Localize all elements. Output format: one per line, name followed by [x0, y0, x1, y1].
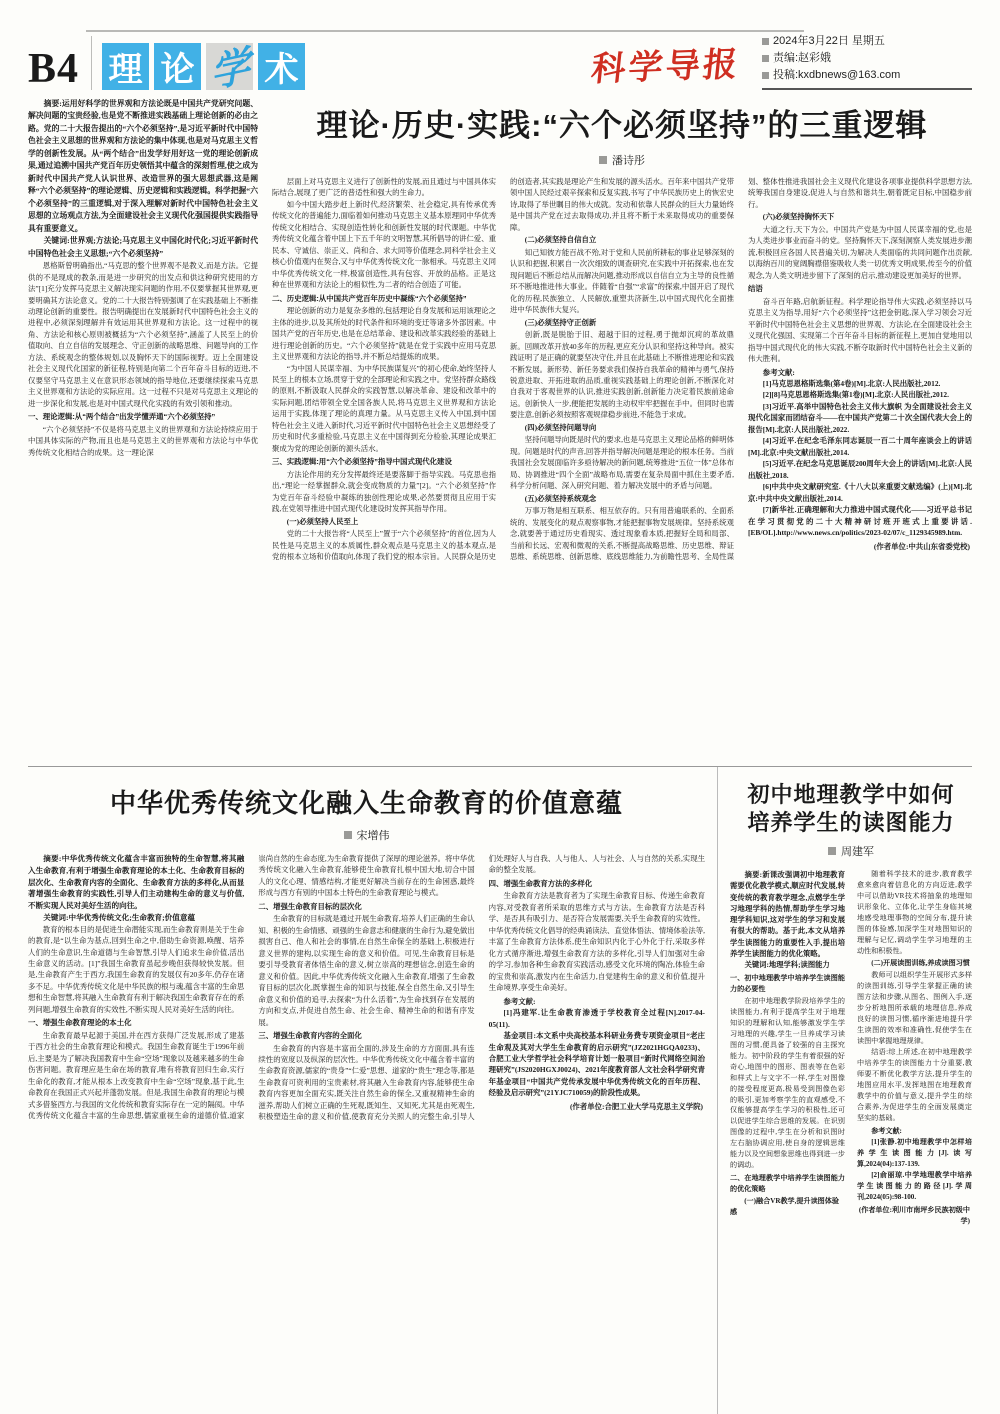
abstract-paragraph: 关键词:世界观;方法论;马克思主义中国化时代化;习近平新时代中国特色社会主义思想;“六个必须坚持” — [28, 236, 258, 258]
subsection-heading: (六)必须坚持胸怀天下 — [762, 212, 835, 222]
body-paragraph: 随着科学技术的进步,教育教学愈来愈向着信息化的方向迈进,教学中可以借助VR技术将抽象的地理知识形象化、立体化,让学生身临其境地感受地理事物的空间分布,提升读图的体验感,加深学生对地图知识的理解与记忆,调动学生学习地理的主动性和积极性。 — [857, 870, 972, 955]
reference-item: [1]马克思恩格斯选集(第4卷)[M].北京:人民出版社,2012. — [762, 378, 941, 388]
reference-item: [1]冯建军.让生命教育渗透于学校教育全过程[N].2017-04-05(11). — [488, 1008, 705, 1029]
body-paragraph: 生命教育的目标就是通过开展生命教育,培养人们正确的生命认知、积极的生命情感、顽强的生命意志和健康的生命行为,避免做出损害自己、他人和社会的事情,在自然生命保全的基础上,积极进行意义世界的建构,以实现生命的意义和价值。可见,生命教育目标是要引导受教育者体悟生命的意义,树立崇高的理想信念,创造生命的意义和价值。因此,中华优秀传统文化融入生命教育,增强了生命教育目标的层次化,既掌握生命的知识与技能,保全自然生命,又引导生命意义和价值的追寻,去探索“为什么活着”,为生命找到存在发展的方向和支点,并促进自然生命、社会生命、精神生命的和谐有序发展。 — [258, 914, 475, 1027]
abstract-paragraph: 关键词:中华优秀传统文化;生命教育;价值意蕴 — [43, 912, 196, 922]
right-article-byline: 周建军 — [730, 843, 972, 859]
section-heading: 四、增强生命教育方法的多样化 — [488, 878, 593, 888]
body-paragraph: 奋斗百年路,启航新征程。科学理论指导伟大实践,必须坚持以马克思主义为指导,用好“六个必须坚持”这把金钥匙,深入学习领会习近平新时代中国特色社会主义思想的世界观、方法论,在全面建设社会主义现代化强国、实现第二个百年奋斗目标的新征程上,更加自觉地用以指导中国式现代化的伟大实践,不断夺取新时代中国特色社会主义新的伟大胜利。 — [748, 296, 972, 364]
author-unit: (作者单位:中共山东省委党校) — [873, 541, 970, 551]
body-paragraph: “六个必须坚持”不仅是将马克思主义的世界观和方法论持续应用于中国具体实际的产物,而且也是马克思主义的世界观和方法论与中华优秀传统文化相结合的成果。这一理论深 — [28, 424, 258, 457]
main-article-body — [272, 176, 972, 760]
masthead-title: 科学导报 — [589, 44, 743, 90]
subsection-heading: (一)必须坚持人民至上 — [286, 516, 359, 526]
page-header — [28, 16, 972, 98]
body-paragraph: 大道之行,天下为公。中国共产党是为中国人民谋幸福的党,也是为人类进步事业而奋斗的党。坚持胸怀天下,深刻洞察人类发展进步潮流,积极回应各国人民普遍关切,为解决人类面临的共同问题作出贡献,以海纳百川的宽阔胸襟借鉴吸收人类一切优秀文明成果,传至今的价值观念,为人类文明进步留下了深刻的启示,推动建设更加美好的世界。 — [748, 224, 972, 280]
references-heading: 参考文献: — [871, 1126, 902, 1135]
section-heading: 三、增强生命教育内容的全面化 — [258, 1031, 362, 1041]
author-unit: (作者单位:利川市南坪乡民族初级中学) — [858, 1205, 970, 1225]
body-paragraph: 生命教育最早起源于美国,并在西方获得广泛发展,形成了建基于西方社会的生命教育理论和模式。我国生命教育诞生于1996年前后,主要是为了解决我国教育中生命“空场”现象以及越来越多的生命伤害问题。教育理应是生命在场的教育,唯有将教育回归生命,实行生命化的教育,才能从根本上改变教育中生命“空场”现象,基于此,生命教育在我国正式兴起并蓬勃发展。但是,我国生命教育的理论与模式多借鉴西方,与我国的文化传统和教育实际存在一定的隔阂。中华优秀传统文化蕴含丰富的生命思想,儒家重视生命的道德价值,道家崇尚自然的生命态度,为生命教育提供了深厚的理论滋养。将中华优秀传统文化融入生命教育,能够使生命教育扎根中国大地,切合中国人的文化心理、情感结构,才能更好解决当前存在的生命困惑,最终形成与西方有别的中国本土特色的生命教育理论与模式。 — [28, 854, 475, 1121]
body-paragraph: 恩格斯曾明确指出,“马克思的整个世界观不是教义,而是方法。它提供的不是现成的教条,而是进一步研究的出发点和供这种研究使用的方法”[1]充分发挥马克思主义解决现实问题的作用,不仅要掌握其世界观,更要明确其方法论意义。党的二十大报告特别强调了在实践基础上不断推动理论创新的重要性。报告明确提出在发展新时代中国特色社会主义的进程中,必须深刻理解并有效运用其世界观和方法论。这一过程中的视角、方法论和核心原则被概括为“六个必须坚持”,涵盖了人民至上的价值取向、自立自信的发展理念、守正创新的战略思维、问题导向的工作方法、系统观念的整体规划,以及胸怀天下的国际视野。迈上全面建设社会主义现代化国家的新征程,特别是向第二个百年奋斗目标的迈进,不仅要坚守马克思主义在意识形态领域的指导地位,还要继续探索马克思主义世界观和方法论的实际应用。这一过程不只是对马克思主义理论的进一步深化和发展,也是对中国式现代化实践的有效引领和推动。 — [28, 261, 258, 408]
section-heading: 一、增强生命教育理论的本土化 — [28, 1018, 132, 1028]
section-logo — [102, 41, 305, 98]
section-logo-char: 术 — [258, 43, 305, 90]
body-paragraph: 教育的根本目的是促进生命潜能实现,而生命教育则是关于生命的教育,是“以生命为基点,回到生命之中,借助生命资源,唤醒、培养人们的生命意识,生命道德与生命智慧,引导人们追求生命价值,活出生命意义的活动。[1]”我国生命教育虽起步晚但获得较快发展。但是,生命教育产生于西方,我国生命教育的发展仅有20多年,仍存在诸多不足。中华优秀传统文化是中华民族的根与魂,蕴含丰富的生命思想和生命智慧,将其融入生命教育有利于解决我国生命教育存在的系列问题,增强生命教育的实效性,不断实现人民对美好生活的向往。 — [28, 924, 245, 1014]
section-heading: 二、历史逻辑:从中国共产党百年历史中凝练“六个必须坚持” — [272, 293, 467, 303]
body-paragraph: 层面上对马克思主义进行了创新性的发展,而且通过与中国具体实际结合,展现了更广泛的普适性和强大的生命力。 — [272, 177, 496, 198]
body-paragraph: 生命教育的内容是丰富而全面的,涉及生命的方方面面,具有连续性的宽度以及纵深的层次性。中华优秀传统文化中蕴含着丰富的生命教育资源,儒家的“贵身”“仁爱”思想、道家的“贵生”理念等,都是生命教育可资利用的宝贵素材,将其融入生命教育内容,能够使生命教育内容更加全面充实,既关注自然生命的保全,又重视精神生命的滋养,帮助人们树立正确的生死观,既知生、又知死,尤其是由死观生,积极塑造生命的意义和价值,使教育充分关照人的完整生命,引导人们处理好人与自我、人与他人、人与社会、人与自然的关系,实现生命的整全发展。 — [258, 854, 705, 1122]
left-article-headline: 中华优秀传统文化融入生命教育的价值意蕴 — [109, 788, 623, 818]
right-article-body — [730, 869, 972, 1414]
body-paragraph: 方法论作用的充分发挥最终还是要落脚于指导实践。马克思也指出,“理论一经掌握群众,就会变成物质的力量”[2]。“六个必须坚持”作为党百年奋斗经验中凝练的独创性理论成果,必然要贯彻且应用于实践,在党领导推进中国式现代化建设时发挥其指导作用。 — [272, 469, 496, 514]
subsection-heading: (二)必须坚持自信自立 — [524, 235, 597, 245]
left-article — [28, 767, 718, 1414]
body-paragraph: 知己知彼方能百战不殆,对于党和人民前所耕耘的事业足够深刻的认识和把握,积累自一次次细致的调查研究,在实践中开拓探索,也在发现问题后不断总结从而解决问题,推动形成以自信自立为主导的良性循环不断地推进伟大事业。伴随着“自强”“求富”的探索,中国开启了现代化的历程,民族独立、人民解放,重塑共济新生,以中国式现代化全面推进中华民族伟大复兴。 — [510, 247, 734, 315]
reference-item: [7]新华社.正确理解和大力推进中国式现代化——习近平总书记在学习贯彻党的二十大精神研讨班开班式上重要讲话.[EB/OL].http://www.news.cn/politics/2023-02/07/c_1129345989.htm. — [748, 505, 972, 538]
section-heading: 一、初中地理教学中培养学生读图能力的必要性 — [730, 973, 845, 993]
byline-marker-icon — [344, 831, 352, 839]
references-heading: 参考文献: — [503, 996, 536, 1006]
publication-date: 2024年3月22日 星期五 — [762, 33, 972, 50]
section-heading: 三、实践逻辑:用“六个必须坚持”指导中国式现代化建设 — [272, 457, 452, 467]
editor-line: 责编:赵彩娥 — [762, 50, 972, 67]
body-paragraph: 万事万物是相互联系、相互依存的。只有用普遍联系的、全面系统的、发展变化的观点观察事物,才能把握事物发展规律。坚持系统观念,就要善于通过历史看现实、透过现象看本质,把握好全局和局部、当前和长远、宏观和微观的关系,不断提高战略思维、历史思维、辩证思维、系统思维、创新思维、底线思维能力,为前瞻性思考、全局性谋划、整体性推进我国社会主义现代化建设各项事业提供科学思想方法,统筹我国自身建设,促进人与自然和谐共生,朝着既定目标,中国稳步前行。 — [510, 177, 972, 561]
body-paragraph: 创新,既是脱胎于旧、超越于旧的过程,勇于抛却沉疴的革故鼎新。回顾改革开放40多年的历程,更应充分认识和坚持这种导向。被实践证明了是正确的就要坚决守住,并且在此基础上不断推进理论和实践不断发展。新形势、新任务要求我们保持自我革命的精神与勇气,保持锐意进取、开拓进取的品质,重视实践基础上的理论创新,不断深化对自我对于客观世界的认识,推进实践创新,创新能力决定着民族前途命运。创新快人一步,便能把发展的主动权牢牢把握在手中。但同时也需要注意,创新必须按照客观规律稳步前进,不能急于求成。 — [510, 330, 734, 420]
body-paragraph: “为中国人民谋幸福、为中华民族谋复兴”的初心使命,始终坚持人民至上的根本立场,贯穿于党的全部理论和实践之中。党坚持群众路线的原则,不断汲取人民群众的实践智慧,以解决革命、建设和改革中的实际问题,团结带领全党全国各族人民,将马克思主义世界观和方法论运用于实践,体现了理论的真理力量。从马克思主义传入中国,到中国特色社会主义进入新时代,习近平新时代中国特色社会主义思想经受了历史和时代多重检验,马克思主义在中国得到充分检验,其理论成果汇聚成为党的理论创新的源头活水。 — [272, 363, 496, 453]
section-heading: 二、在地理教学中培养学生读图能力的优化策略 — [730, 1174, 845, 1194]
body-paragraph: 坚持问题导向既是时代的要求,也是马克思主义理论品格的鲜明体现。问题是时代的声音,回答并指导解决问题是理论的根本任务。当前我国社会发展面临许多亟待解决的新问题,统筹推进“五位一体”总体布局、协调推进“四个全面”战略布局,需要在复杂局面中抓住主要矛盾,科学分析问题、深入研究问题、着力解决发展中的矛盾与问题。 — [510, 435, 734, 491]
section-logo-char: 论 — [154, 43, 201, 90]
main-article-byline: 潘诗彤 — [272, 152, 972, 168]
body-paragraph: 生命教育方法是教育者为了实现生命教育目标、传递生命教育内容,对受教育者所采取的思维方式与方法。生命教育方法是否科学、是否具有吸引力、是否符合发展需要,关乎生命教育的实效性。中华优秀传统文化倡导的经典诵读法、直觉体悟法、情境体验法等,丰富了生命教育方法体系,使生命知识内化于心外化于行,采取多样化方式循序渐进,增强生命教育方法的多样化,引导人们加强对生命的学习,参加各种生命教育实践活动,感受文化环境的陶冶,体验生命的宝贵和崇高,激发内在生命活力,自觉建构生命的意义和价值,提升生命境界,享受生命美好。 — [488, 891, 705, 993]
subsection-heading: (四)必须坚持问题导向 — [524, 422, 597, 432]
left-article-byline: 宋增伟 — [28, 827, 705, 843]
bottom-section — [28, 766, 972, 1414]
body-paragraph: 在初中地理教学阶段培养学生的读图能力,有利于提高学生对于地理知识的理解和认知,能够激发学生学习地理的兴趣,学生一旦养成学习读图的习惯,便具备了较强的自主探究能力。初中阶段的学生有着很强的好奇心,地图中的图形、图表等在色彩和样式上与文字不一样,学生对图像的接受程度更高,极易受到图像色彩的吸引,更加考察学生的直观感受,不仅能够提高学生学习的积极性,还可以促进学生综合思维的发展。在识别图像的过程中,学生在分析和识图时左右脑协调应用,使自身的逻辑思维能力以及空间想象思维也得到进一步的调动。 — [730, 996, 845, 1170]
reference-item: [3]习近平.高举中国特色社会主义伟大旗帜 为全面建设社会主义现代化国家而团结奋斗——在中国共产党第二十次全国代表大会上的报告[M].北京:人民出版社,2022. — [748, 401, 972, 434]
body-paragraph: 如今中国大踏步赶上新时代,经济繁荣、社会稳定,具有传承优秀传统文化的普遍能力,面临着如何推动马克思主义基本原理同中华优秀传统文化相结合、实现创造性转化和创新性发展的时代课题。中华优秀传统文化蕴含着中国上下五千年的文明智慧,其所倡导的讲仁爱、重民本、守诚信、崇正义、尚和合、求大同等价值理念,同科学社会主义核心价值观内在契合,又与中华优秀传统文化一脉相承。马克思主义同中华优秀传统文化一样,极富创造性,具有包容、开放的品格。正是这种在世界观和方法论上的相似性,为二者的结合创造了可能。 — [272, 199, 496, 290]
publication-info — [762, 33, 972, 90]
subsection-heading: (一)融合VR教学,提升读图体验感 — [730, 1197, 839, 1217]
body-paragraph: 理论创新的动力是复杂多维的,包括理论自身发展和运用该理论之主体的进步,以及其所处的时代条件和环境的变迁等诸多外部因素。中国共产党的百年历史,也是在总结革命、建设和改革实践经验的基础上进行理论创新的历史。“六个必须坚持”就是在党于实践中应用马克思主义世界观和方法论的指导,并不断总结提炼的成果。 — [272, 306, 496, 362]
main-article-abstract-column — [28, 98, 258, 760]
abstract-paragraph: 摘要:中华优秀传统文化蕴含丰富而独特的生命智慧,将其融入生命教育,有利于增强生命教育理论的本土化、生命教育目标的层次化、生命教育内容的全面化、生命教育方法的多样化,从而显著增强生命教育的实践性,引导人们主动建构生命的意义与价值,不断实现人民对美好生活的向往。 — [28, 854, 245, 911]
bullet-square-icon — [762, 55, 769, 62]
right-article-headline: 初中地理教学中如何 培养学生的读图能力 — [747, 782, 955, 835]
reference-item: [5]习近平.在纪念马克思诞辰200周年大会上的讲话[M].北京:人民出版社,2018. — [748, 459, 972, 480]
submission-email-line: 投稿:kxdbnews@163.com — [762, 67, 972, 84]
reference-item: [4]习近平.在纪念毛泽东同志诞辰一百二十周年座谈会上的讲话[M].北京:中央文献出版社,2014. — [748, 436, 972, 457]
section-heading: 结语 — [748, 284, 763, 294]
subsection-heading: (二)开展读图训练,养成读图习惯 — [871, 958, 970, 967]
right-article — [718, 767, 972, 1414]
abstract-paragraph: 关键词:地理学科;读图能力 — [744, 960, 830, 970]
funding-note: 基金项目:本文系中央高校基本科研业务费专项资金项目“老庄生命观及其对大学生生命教育的启示研究”(JZ2021HGQA0233)、合肥工业大学哲学社会科学培育计划一般项目“新时代网络空间治理研究”(JS2020HGXJ0024)、2021年度教育部人文社会科学研究青年基金项目“中国共产党传承发展中华优秀传统文化的百年历程、经验及启示研究”(21YJC710059)的阶段性成果。 — [488, 1031, 705, 1098]
body-paragraph: 结语:综上所述,在初中地理教学中培养学生的读图能力十分重要,教师要不断优化教学方法,提升学生的地图应用水平,发挥地图在地理教育教学中的价值与意义,提升学生的综合素养,为促进学生的全面发展奠定坚实的基础。 — [857, 1047, 972, 1122]
main-article-headline: 理论·历史·实践:“六个必须坚持”的三重逻辑 — [316, 108, 928, 143]
edition-number: B4 — [28, 46, 80, 93]
body-paragraph: 党的二十大报告将“人民至上”置于“六个必须坚持”的首位,因为人民性是马克思主义的本质属性,群众观点是马克思主义的基本观点,是党的根本立场和价值取向,体现了我们党的根本宗旨。人民群众是历史的创造者,其实践是理论产生和发展的源头活水。百年来中国共产党带领中国人民经过艰辛探索和反复实践,书写了中华民族历史上的恢宏史诗,取得了举世瞩目的伟大成就。发动和依靠人民群众的巨大力量始终是中国共产党在过去取得成功,并且将不断于未来取得成功的重要保障。 — [272, 177, 734, 561]
section-logo-char: 理 — [102, 43, 149, 90]
abstract-paragraph: 摘要:新课改强调初中地理教育需要优化教学模式,顺应时代发展,转变传统的教育教学理念,点燃学生学习地理学科的热情,帮助学生学习地理学科知识,这对学生的学习和发展有很大的帮助。基于此,本文从培养学生读图能力的重要性入手,提出培养学生读图能力的优化策略。 — [730, 870, 845, 959]
header-divider — [91, 36, 92, 90]
section-heading: 二、增强生命教育目标的层次化 — [258, 901, 362, 911]
byline-marker-icon — [828, 847, 836, 855]
author-unit: (作者单位:合肥工业大学马克思主义学院) — [569, 1101, 703, 1111]
subsection-heading: (三)必须坚持守正创新 — [524, 317, 597, 327]
body-paragraph: 教师可以组织学生开展形式多样的读图训练,引导学生掌握正确的读图方法和步骤,从图名、图例入手,逐步分析地图所承载的地理信息,养成良好的读图习惯,循序渐进地提升学生读图的效率和准确性,促使学生在读图中掌握地理规律。 — [857, 970, 972, 1045]
bullet-square-icon — [762, 38, 769, 45]
byline-marker-icon — [599, 156, 607, 164]
subsection-heading: (五)必须坚持系统观念 — [524, 493, 597, 503]
reference-item: [2][8]马克思恩格斯选集(第1卷)[M].北京:人民出版社,2012. — [762, 390, 949, 400]
bullet-square-icon — [762, 72, 769, 79]
reference-item: [2]俞丽琼.中学地理教学中培养学生读图能力的路径[J].学周刊,2024(05):98-100. — [857, 1170, 972, 1201]
abstract-paragraph: 摘要:运用好科学的世界观和方法论既是中国共产党研究问题、解决问题的宝贵经验,也是党不断推进实践基础上理论创新的必由之路。党的二十大报告提出的“六个必须坚持”,是习近平新时代中国特色社会主义思想的世界观和方法论的集中体现,也是对马克思主义哲学的创新性发展。从“两个结合”出发学好用好这一党的理论创新成果,通过追溯中国共产党百年历史领悟其中蕴含的深刻哲理,使之成为新时代中国共产党人认识世界、改造世界的强大思想武器,这是阐释“六个必须坚持”的理论逻辑、历史逻辑和实践逻辑。科学把握“六个必须坚持”的三重逻辑,对于深入理解对新时代中国特色社会主义思想的立场观点方法,为全面建设社会主义现代化强国提供实践指导具有重要意义。 — [28, 99, 258, 233]
main-article — [28, 98, 972, 760]
header-rule — [86, 30, 804, 32]
reference-item: [6]中共中央文献研究室.《十八大以来重要文献选编》(上)[M].北京:中共中央文献出版社,2014. — [748, 482, 972, 503]
section-logo-char: 学 — [206, 43, 253, 90]
reference-item: [1]张静.初中地理教学中怎样培养学生读图能力[J].读写算,2024(04):137-139. — [857, 1137, 972, 1168]
section-heading: 一、理论逻辑:从“两个结合”出发学懂弄通“六个必须坚持” — [28, 412, 216, 422]
references-heading: 参考文献: — [762, 367, 795, 377]
left-article-body — [28, 853, 705, 1414]
